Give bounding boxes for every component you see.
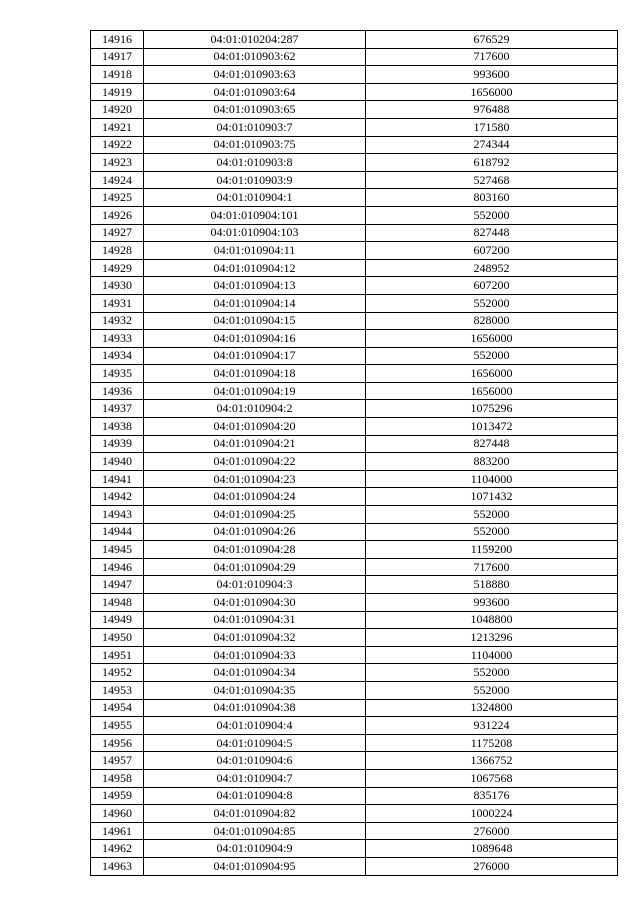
table-row	[91, 277, 618, 295]
table-row	[91, 312, 618, 330]
cadastral-number-cell: 04:01:010904:5	[144, 734, 366, 752]
row-number-cell: 14949	[91, 611, 144, 629]
cadastral-number-cell: 04:01:010904:12	[144, 259, 366, 277]
value-cell: 1000224	[366, 805, 618, 823]
table-row	[91, 206, 618, 224]
cadastral-number-cell: 04:01:010904:18	[144, 365, 366, 383]
cadastral-number-cell: 04:01:010904:14	[144, 294, 366, 312]
cadastral-number-cell: 04:01:010904:32	[144, 629, 366, 647]
cadastral-number-cell: 04:01:010904:38	[144, 699, 366, 717]
row-number-cell: 14959	[91, 787, 144, 805]
value-cell: 835176	[366, 787, 618, 805]
row-number-cell: 14955	[91, 717, 144, 735]
cadastral-number-cell: 04:01:010904:26	[144, 523, 366, 541]
cadastral-value-table	[90, 30, 618, 876]
cadastral-number-cell: 04:01:010903:75	[144, 136, 366, 154]
value-cell: 1366752	[366, 752, 618, 770]
value-cell: 552000	[366, 294, 618, 312]
table-row	[91, 400, 618, 418]
value-cell: 248952	[366, 259, 618, 277]
cadastral-number-cell: 04:01:010904:28	[144, 541, 366, 559]
value-cell: 828000	[366, 312, 618, 330]
table-row	[91, 699, 618, 717]
cadastral-number-cell: 04:01:010904:15	[144, 312, 366, 330]
row-number-cell: 14934	[91, 347, 144, 365]
table-row	[91, 840, 618, 858]
row-number-cell: 14922	[91, 136, 144, 154]
table-row	[91, 629, 618, 647]
table-row	[91, 506, 618, 524]
cadastral-number-cell: 04:01:010904:8	[144, 787, 366, 805]
value-cell: 1324800	[366, 699, 618, 717]
table-row	[91, 330, 618, 348]
row-number-cell: 14954	[91, 699, 144, 717]
value-cell: 1656000	[366, 330, 618, 348]
table-row	[91, 664, 618, 682]
table-row	[91, 576, 618, 594]
cadastral-number-cell: 04:01:010904:30	[144, 594, 366, 612]
table-row	[91, 136, 618, 154]
row-number-cell: 14938	[91, 418, 144, 436]
value-cell: 717600	[366, 48, 618, 66]
cadastral-number-cell: 04:01:010903:62	[144, 48, 366, 66]
table-row	[91, 101, 618, 119]
value-cell: 883200	[366, 453, 618, 471]
value-cell: 618792	[366, 154, 618, 172]
cadastral-number-cell: 04:01:010904:9	[144, 840, 366, 858]
row-number-cell: 14951	[91, 646, 144, 664]
value-cell: 1656000	[366, 382, 618, 400]
row-number-cell: 14925	[91, 189, 144, 207]
cadastral-number-cell: 04:01:010904:29	[144, 558, 366, 576]
table-body	[91, 31, 618, 876]
value-cell: 1048800	[366, 611, 618, 629]
cadastral-number-cell: 04:01:010904:82	[144, 805, 366, 823]
cadastral-number-cell: 04:01:010904:103	[144, 224, 366, 242]
table-row	[91, 242, 618, 260]
cadastral-number-cell: 04:01:010904:22	[144, 453, 366, 471]
value-cell: 1159200	[366, 541, 618, 559]
row-number-cell: 14932	[91, 312, 144, 330]
row-number-cell: 14917	[91, 48, 144, 66]
row-number-cell: 14961	[91, 822, 144, 840]
row-number-cell: 14952	[91, 664, 144, 682]
value-cell: 1104000	[366, 646, 618, 664]
table-row	[91, 347, 618, 365]
value-cell: 1013472	[366, 418, 618, 436]
value-cell: 607200	[366, 277, 618, 295]
table-row	[91, 31, 618, 49]
row-number-cell: 14939	[91, 435, 144, 453]
table-row	[91, 259, 618, 277]
cadastral-number-cell: 04:01:010904:13	[144, 277, 366, 295]
row-number-cell: 14921	[91, 118, 144, 136]
cadastral-number-cell: 04:01:010903:7	[144, 118, 366, 136]
value-cell: 993600	[366, 66, 618, 84]
cadastral-number-cell: 04:01:010904:95	[144, 857, 366, 875]
value-cell: 274344	[366, 136, 618, 154]
cadastral-number-cell: 04:01:010903:64	[144, 83, 366, 101]
cadastral-number-cell: 04:01:010903:63	[144, 66, 366, 84]
table-row	[91, 294, 618, 312]
value-cell: 1071432	[366, 488, 618, 506]
table-row	[91, 224, 618, 242]
row-number-cell: 14940	[91, 453, 144, 471]
cadastral-number-cell: 04:01:010904:3	[144, 576, 366, 594]
value-cell: 1067568	[366, 769, 618, 787]
table-row	[91, 681, 618, 699]
value-cell: 976488	[366, 101, 618, 119]
row-number-cell: 14943	[91, 506, 144, 524]
cadastral-number-cell: 04:01:010904:6	[144, 752, 366, 770]
value-cell: 552000	[366, 206, 618, 224]
value-cell: 171580	[366, 118, 618, 136]
cadastral-number-cell: 04:01:010903:9	[144, 171, 366, 189]
row-number-cell: 14919	[91, 83, 144, 101]
row-number-cell: 14927	[91, 224, 144, 242]
table-row	[91, 382, 618, 400]
table-row	[91, 83, 618, 101]
row-number-cell: 14962	[91, 840, 144, 858]
table-row	[91, 541, 618, 559]
row-number-cell: 14929	[91, 259, 144, 277]
value-cell: 676529	[366, 31, 618, 49]
value-cell: 993600	[366, 594, 618, 612]
row-number-cell: 14950	[91, 629, 144, 647]
table-row	[91, 523, 618, 541]
cadastral-number-cell: 04:01:010904:34	[144, 664, 366, 682]
table-row	[91, 118, 618, 136]
row-number-cell: 14956	[91, 734, 144, 752]
cadastral-number-cell: 04:01:010904:24	[144, 488, 366, 506]
row-number-cell: 14963	[91, 857, 144, 875]
row-number-cell: 14944	[91, 523, 144, 541]
value-cell: 803160	[366, 189, 618, 207]
row-number-cell: 14960	[91, 805, 144, 823]
table-row	[91, 418, 618, 436]
cadastral-number-cell: 04:01:010904:21	[144, 435, 366, 453]
value-cell: 931224	[366, 717, 618, 735]
value-cell: 276000	[366, 822, 618, 840]
table-row	[91, 189, 618, 207]
row-number-cell: 14942	[91, 488, 144, 506]
value-cell: 1656000	[366, 83, 618, 101]
cadastral-number-cell: 04:01:010903:65	[144, 101, 366, 119]
cadastral-number-cell: 04:01:010904:35	[144, 681, 366, 699]
row-number-cell: 14945	[91, 541, 144, 559]
row-number-cell: 14931	[91, 294, 144, 312]
value-cell: 1104000	[366, 470, 618, 488]
row-number-cell: 14918	[91, 66, 144, 84]
row-number-cell: 14948	[91, 594, 144, 612]
cadastral-number-cell: 04:01:010904:101	[144, 206, 366, 224]
value-cell: 1075296	[366, 400, 618, 418]
value-cell: 552000	[366, 506, 618, 524]
row-number-cell: 14936	[91, 382, 144, 400]
value-cell: 1089648	[366, 840, 618, 858]
value-cell: 276000	[366, 857, 618, 875]
row-number-cell: 14916	[91, 31, 144, 49]
table-row	[91, 558, 618, 576]
table-row	[91, 769, 618, 787]
value-cell: 552000	[366, 681, 618, 699]
table-row	[91, 805, 618, 823]
table-row	[91, 470, 618, 488]
row-number-cell: 14937	[91, 400, 144, 418]
table-row	[91, 734, 618, 752]
row-number-cell: 14957	[91, 752, 144, 770]
value-cell: 518880	[366, 576, 618, 594]
table-row	[91, 717, 618, 735]
cadastral-number-cell: 04:01:010904:85	[144, 822, 366, 840]
table-row	[91, 594, 618, 612]
cadastral-number-cell: 04:01:010904:1	[144, 189, 366, 207]
row-number-cell: 14933	[91, 330, 144, 348]
table-row	[91, 453, 618, 471]
row-number-cell: 14935	[91, 365, 144, 383]
cadastral-number-cell: 04:01:010904:19	[144, 382, 366, 400]
value-cell: 827448	[366, 224, 618, 242]
cadastral-number-cell: 04:01:010904:31	[144, 611, 366, 629]
table-row	[91, 646, 618, 664]
value-cell: 1175208	[366, 734, 618, 752]
row-number-cell: 14958	[91, 769, 144, 787]
cadastral-number-cell: 04:01:010904:20	[144, 418, 366, 436]
table-row	[91, 787, 618, 805]
cadastral-number-cell: 04:01:010204:287	[144, 31, 366, 49]
value-cell: 527468	[366, 171, 618, 189]
value-cell: 552000	[366, 664, 618, 682]
cadastral-number-cell: 04:01:010904:17	[144, 347, 366, 365]
row-number-cell: 14923	[91, 154, 144, 172]
value-cell: 1656000	[366, 365, 618, 383]
row-number-cell: 14926	[91, 206, 144, 224]
row-number-cell: 14924	[91, 171, 144, 189]
table-row	[91, 171, 618, 189]
row-number-cell: 14946	[91, 558, 144, 576]
table-row	[91, 66, 618, 84]
table-row	[91, 752, 618, 770]
cadastral-number-cell: 04:01:010904:33	[144, 646, 366, 664]
cadastral-number-cell: 04:01:010904:7	[144, 769, 366, 787]
cadastral-number-cell: 04:01:010903:8	[144, 154, 366, 172]
table-row	[91, 611, 618, 629]
value-cell: 1213296	[366, 629, 618, 647]
table-row	[91, 822, 618, 840]
value-cell: 552000	[366, 523, 618, 541]
cadastral-number-cell: 04:01:010904:11	[144, 242, 366, 260]
cadastral-number-cell: 04:01:010904:23	[144, 470, 366, 488]
row-number-cell: 14947	[91, 576, 144, 594]
value-cell: 827448	[366, 435, 618, 453]
cadastral-number-cell: 04:01:010904:4	[144, 717, 366, 735]
table-row	[91, 365, 618, 383]
cadastral-number-cell: 04:01:010904:16	[144, 330, 366, 348]
value-cell: 552000	[366, 347, 618, 365]
row-number-cell: 14941	[91, 470, 144, 488]
cadastral-number-cell: 04:01:010904:2	[144, 400, 366, 418]
value-cell: 717600	[366, 558, 618, 576]
table-row	[91, 48, 618, 66]
row-number-cell: 14920	[91, 101, 144, 119]
value-cell: 607200	[366, 242, 618, 260]
table-row	[91, 857, 618, 875]
table-row	[91, 488, 618, 506]
row-number-cell: 14930	[91, 277, 144, 295]
table-row	[91, 154, 618, 172]
cadastral-number-cell: 04:01:010904:25	[144, 506, 366, 524]
row-number-cell: 14928	[91, 242, 144, 260]
table-row	[91, 435, 618, 453]
row-number-cell: 14953	[91, 681, 144, 699]
